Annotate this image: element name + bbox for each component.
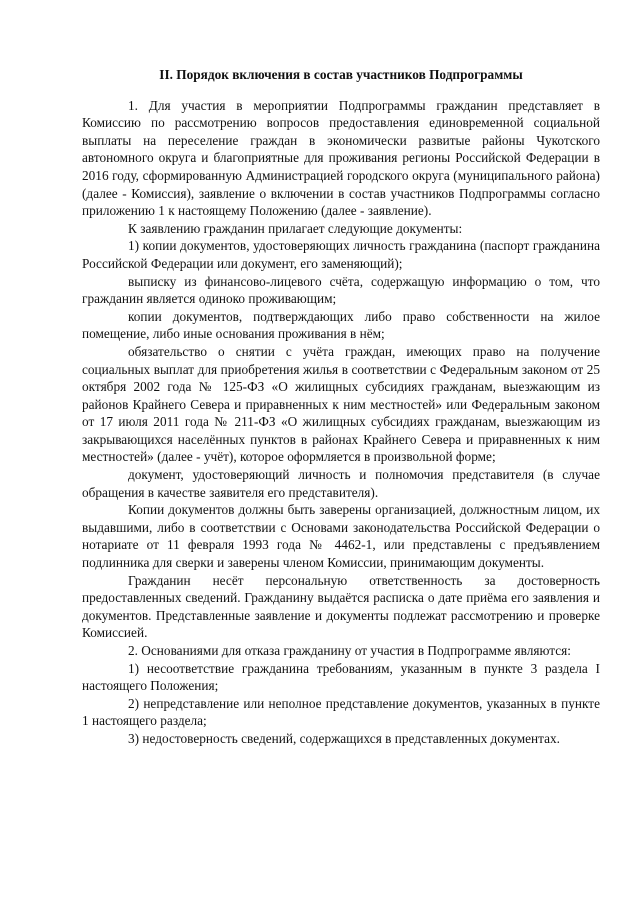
paragraph-identity-copies: 1) копии документов, удостоверяющих личность гражданина (паспорт гражданина Российской Федерации или документ, его заменяющий);	[82, 238, 600, 271]
section-heading: II. Порядок включения в состав участников Подпрограммы	[159, 67, 523, 82]
paragraph-representative-document: документ, удостоверяющий личность и полномочия представителя (в случае обращения в качестве заявителя его представителя).	[82, 467, 600, 500]
paragraph-account-extract: выписку из финансово-лицевого счёта, содержащую информацию о том, что гражданин является одиноко проживающим;	[82, 273, 600, 307]
paragraph-refusal-item-1: 1) несоответствие гражданина требованиям, указанным в пункте 3 раздела I настоящего Положения;	[82, 660, 600, 694]
paragraph-copy-certification: Копии документов должны быть заверены организацией, должностным лицом, их выдавшими, либо в соответствии с Основами законодательства Российской Федерации о нотариате от 11 февраля 1993 года № 4462-1, или представлены с предъявлением подлинника для сверки и заверены членом Комиссии, принимающим документы.	[82, 502, 600, 571]
paragraph-attachments-intro: К заявлению гражданин прилагает следующие документы:	[128, 220, 463, 236]
paragraph-ownership-documents: копии документов, подтверждающих либо право собственности на жилое помещение, либо иные основания проживания в нём;	[82, 308, 600, 342]
paragraph-refusal-item-2: 2) непредставление или неполное представление документов, указанных в пункте 1 настоящего раздела;	[82, 695, 600, 729]
document-body	[82, 66, 600, 748]
paragraph-refusal-grounds: 2. Основаниями для отказа гражданину от участия в Подпрограмме являются:	[128, 643, 571, 658]
paragraph-1: 1. Для участия в мероприятии Подпрограммы гражданин представляет в Комиссию по рассмотрению вопросов предоставления единовременной социальной выплаты на переселение граждан в экономически развитые районы Чукотского автономного округа и благоприятные для проживания регионы Российской Федерации в 2016 году, сформированную Администрацией городского округа (муниципального района) (далее - Комиссия), заявление о включении в состав участников Подпрограммы согласно приложению 1 к настоящему Положению (далее - заявление).	[82, 97, 600, 219]
paragraph-refusal-item-3: 3) недостоверность сведений, содержащихся в представленных документах.	[128, 730, 560, 746]
paragraph-deregistration-obligation: обязательство о снятии с учёта граждан, имеющих право на получение социальных выплат для приобретения жилья в соответствии с Федеральным законом от 25 октября 2002 года № 125-ФЗ «О жилищных субсидиях гражданам, выезжающим из районов Крайнего Севера и приравненных к ним местностей» или Федеральным законом от 17 июля 2011 года № 211-ФЗ «О жилищных субсидиях гражданам, выезжающим из закрывающихся населённых пунктов в районах Крайнего Севера и приравненных к ним местностей» (далее - учёт), которое оформляется в произвольной форме;	[82, 343, 600, 465]
paragraph-responsibility: Гражданин несёт персональную ответственность за достоверность предоставленных сведений. Гражданину выдаётся расписка о дате приёма его заявления и документов. Представленные заявление и документы подлежат рассмотрению и проверке Комиссией.	[82, 572, 600, 641]
